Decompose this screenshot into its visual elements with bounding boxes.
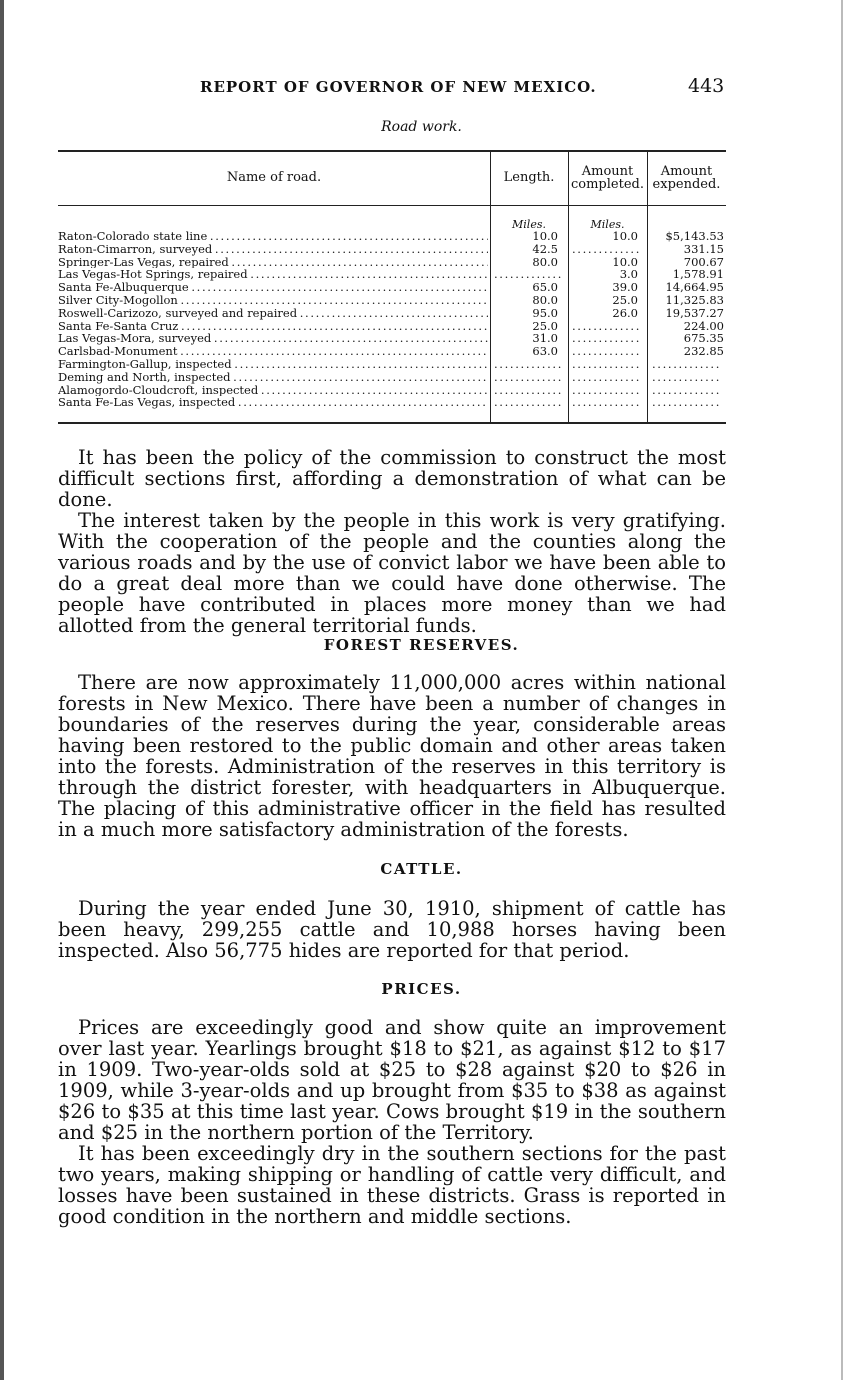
completed-cell: 10.0	[612, 229, 638, 243]
expended-cell: 232.85	[683, 344, 724, 359]
expended-cell: 14,664.95	[665, 280, 724, 295]
table-row	[58, 243, 726, 256]
expended-cell: 331.15	[683, 241, 724, 256]
prices-text	[58, 1017, 726, 1227]
road-name-cell: Alamogordo-Cloudcroft, inspected . . .	[58, 384, 488, 397]
running-header: REPORT OF GOVERNOR OF NEW MEXICO.	[200, 78, 597, 96]
table-row	[58, 230, 726, 243]
completed-cell: 10.0	[612, 254, 638, 269]
table-header-rule	[58, 205, 726, 206]
column-header-completed	[568, 165, 647, 191]
intro-text	[58, 447, 726, 636]
table-body	[58, 230, 726, 409]
table-bottom-rule	[58, 422, 726, 424]
table-row	[58, 320, 726, 333]
heading-forest-reserves: FOREST RESERVES.	[323, 636, 520, 654]
table-row	[58, 384, 726, 397]
road-name-cell: Roswell-Carizozo, surveyed and repaired . . .	[58, 307, 488, 320]
paragraph: There are now approximately 11,000,000 acres within national forests in New Mexico. There have been a number of changes in boundaries of the reserves during the year, considerable areas having been restored to the public domain and other areas taken into the forests. Administration of the reserves in this territory is through the district forester, with headquarters in Albuquerque. The placing of this administrative officer in the field has resulted in a much more satisfactory administration of the forests.	[58, 671, 726, 841]
page-edge	[0, 0, 4, 1380]
expended-cell: $5,143.53	[665, 229, 724, 243]
completed-cell: 3.0	[619, 267, 638, 282]
road-name-cell: Springer-Las Vegas, repaired . . .	[58, 256, 488, 269]
column-header-completed-line2: completed.	[571, 177, 644, 192]
completed-cell: 26.0	[612, 305, 638, 320]
length-cell: 80.0	[532, 292, 558, 307]
length-cell: 63.0	[532, 344, 558, 359]
table-row	[58, 358, 726, 371]
road-name-cell: Las Vegas-Mora, surveyed . . .	[58, 332, 488, 345]
table-row	[58, 371, 726, 384]
table-top-rule	[58, 150, 726, 152]
road-name-cell: Farmington-Gallup, inspected . . .	[58, 358, 488, 371]
table-row	[58, 307, 726, 320]
expended-cell: 1,578.91	[672, 267, 724, 282]
paragraph: Prices are exceedingly good and show quite an improvement over last year. Yearlings brought $18 to $21, as against $12 to $17 in 1909. Two-year-olds sold at $25 to $28 against $20 to $26 in 1909, while 3-year-olds and up brought from $35 to $38 as against $26 to $35 at this time last year. Cows brought $19 in the southern and $25 in the northern portion of the Territory.	[58, 1016, 726, 1144]
road-name-cell: Deming and North, inspected . . .	[58, 371, 488, 384]
heading-prices: PRICES.	[381, 980, 462, 998]
road-name-cell: Las Vegas-Hot Springs, repaired . . .	[58, 268, 488, 281]
length-cell: 31.0	[532, 331, 558, 346]
cattle-text	[58, 898, 726, 961]
table-row	[58, 345, 726, 358]
column-header-expended-line2: expended.	[652, 177, 721, 192]
table-row	[58, 396, 726, 409]
column-header-completed-line1: Amount	[581, 164, 634, 179]
page-number: 443	[688, 75, 725, 97]
road-work-table	[58, 150, 726, 425]
column-header-name: Name of road.	[226, 170, 322, 185]
column-header-expended-line1: Amount	[660, 164, 713, 179]
column-header-expended	[647, 165, 726, 191]
length-cell: 65.0	[532, 280, 558, 295]
completed-cell: 39.0	[612, 280, 638, 295]
completed-cell: 25.0	[612, 292, 638, 307]
expended-cell: 675.35	[683, 331, 724, 346]
road-name-cell: Silver City-Mogollon . . .	[58, 294, 488, 307]
expended-cell: 19,537.27	[665, 305, 724, 320]
length-cell: 80.0	[532, 254, 558, 269]
heading-cattle: CATTLE.	[380, 860, 463, 878]
road-name-cell: Raton-Cimarron, surveyed . . .	[58, 243, 488, 256]
road-name-cell: Raton-Colorado state line . . .	[58, 230, 488, 243]
unit-length: Miles.	[512, 218, 546, 231]
road-name-cell: Santa Fe-Santa Cruz . . .	[58, 320, 488, 333]
length-cell: 25.0	[532, 318, 558, 333]
table-row	[58, 294, 726, 307]
paragraph: It has been the policy of the commission to construct the most difficult sections first, affording a demonstration of what can be done.	[58, 446, 726, 511]
expended-cell: 700.67	[683, 254, 724, 269]
expended-cell: 224.00	[683, 318, 724, 333]
length-cell: 42.5	[532, 241, 558, 256]
road-name-cell: Santa Fe-Albuquerque . . .	[58, 281, 488, 294]
paragraph: During the year ended June 30, 1910, shipment of cattle has been heavy, 299,255 cattle and 10,988 horses having been inspected. Also 56,775 hides are reported for that period.	[58, 897, 726, 962]
length-cell: 10.0	[532, 229, 558, 243]
table-caption: Road work.	[381, 119, 462, 135]
road-name-cell: Carlsbad-Monument . . .	[58, 345, 488, 358]
road-name-cell: Santa Fe-Las Vegas, inspected . . .	[58, 396, 488, 409]
table-row	[58, 332, 726, 345]
expended-cell: 11,325.83	[665, 292, 724, 307]
paragraph: The interest taken by the people in this work is very gratifying. With the cooperation of the people and the counties along the various roads and by the use of convict labor we have been able to do a great deal more than we could have done otherwise. The people have contributed in places more money than we had allotted from the general territorial funds.	[58, 509, 726, 637]
forest-text	[58, 672, 726, 840]
column-header-length: Length.	[503, 170, 555, 185]
length-cell: 95.0	[532, 305, 558, 320]
paragraph: It has been exceedingly dry in the southern sections for the past two years, making shipping or handling of cattle very difficult, and losses have been sustained in these districts. Grass is reported in good condition in the northern and middle sections.	[58, 1142, 726, 1228]
unit-completed: Miles.	[590, 218, 625, 231]
